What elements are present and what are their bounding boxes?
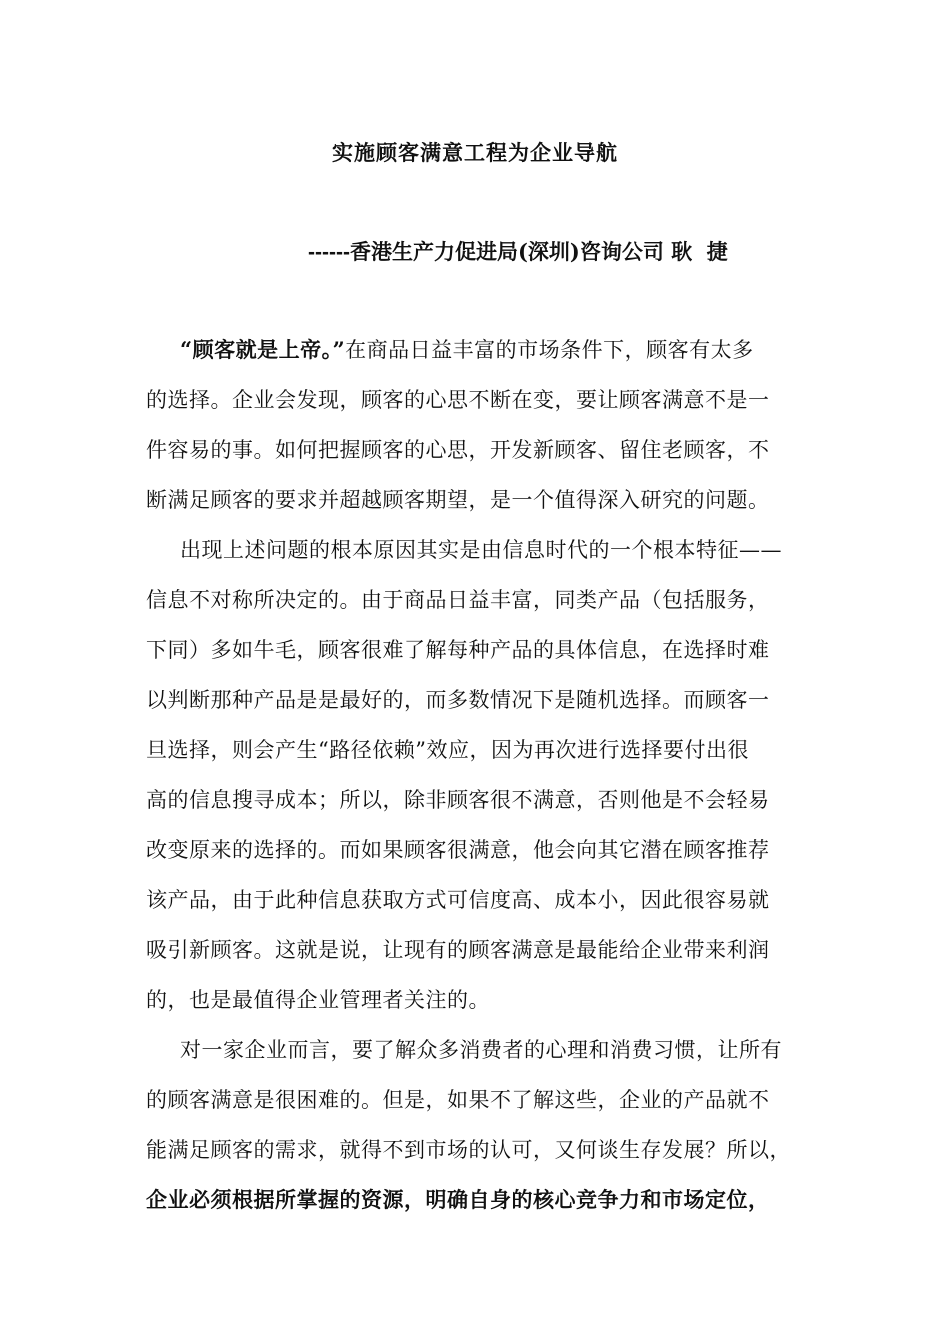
paragraph-line: 信息不对称所决定的。由于商品日益丰富，同类产品（包括服务， <box>146 588 770 612</box>
document-byline <box>308 236 728 266</box>
paragraph-line: 出现上述问题的根本原因其实是由信息时代的一个根本特征—— <box>180 538 782 562</box>
paragraph-line: 下同）多如牛毛，顾客很难了解每种产品的具体信息，在选择时难 <box>146 638 770 662</box>
paragraph-line: 的顾客满意是很困难的。但是，如果不了解这些，企业的产品就不 <box>146 1088 770 1112</box>
paragraph-line: 高的信息搜寻成本；所以，除非顾客很不满意，否则他是不会轻易 <box>146 788 770 812</box>
paragraph-line: 该产品，由于此种信息获取方式可信度高、成本小，因此很容易就 <box>146 888 770 912</box>
document-title: 实施顾客满意工程为企业导航 <box>332 140 618 165</box>
paragraph-line: 的，也是最值得企业管理者关注的。 <box>146 988 490 1012</box>
byline-organization: 香港生产力促进局(深圳)咨询公司 <box>349 239 664 264</box>
line-text: 在商品日益丰富的市场条件下，顾客有太多 <box>345 338 754 362</box>
paragraph-line: 件容易的事。如何把握顾客的心思，开发新顾客、留住老顾客，不 <box>146 438 770 462</box>
byline-author: 耿 捷 <box>671 239 728 264</box>
document-body <box>146 332 818 1232</box>
paragraph-line: 能满足顾客的需求，就得不到市场的认可，又何谈生存发展？所以， <box>146 1138 791 1162</box>
paragraph-line: 断满足顾客的要求并超越顾客期望，是一个值得深入研究的问题。 <box>146 488 770 512</box>
byline-dashes: ------ <box>308 241 350 264</box>
paragraph-line: 对一家企业而言，要了解众多消费者的心理和消费习惯，让所有 <box>180 1038 782 1062</box>
paragraph-line: 的选择。企业会发现，顾客的心思不断在变，要让顾客满意不是一 <box>146 388 770 412</box>
bold-quote: “顾客就是上帝。” <box>180 337 346 362</box>
paragraph-line: 改变原来的选择的。而如果顾客很满意，他会向其它潜在顾客推荐 <box>146 838 770 862</box>
paragraph-line: 旦选择，则会产生“路径依赖”效应，因为再次进行选择要付出很 <box>146 738 749 762</box>
paragraph-line: 吸引新顾客。这就是说，让现有的顾客满意是最能给企业带来利润 <box>146 938 770 962</box>
paragraph-line: 以判断那种产品是是最好的，而多数情况下是随机选择。而顾客一 <box>146 688 770 712</box>
paragraph-line-bold: 企业必须根据所掌握的资源，明确自身的核心竞争力和市场定位， <box>146 1187 770 1212</box>
paragraph-line <box>146 332 818 382</box>
